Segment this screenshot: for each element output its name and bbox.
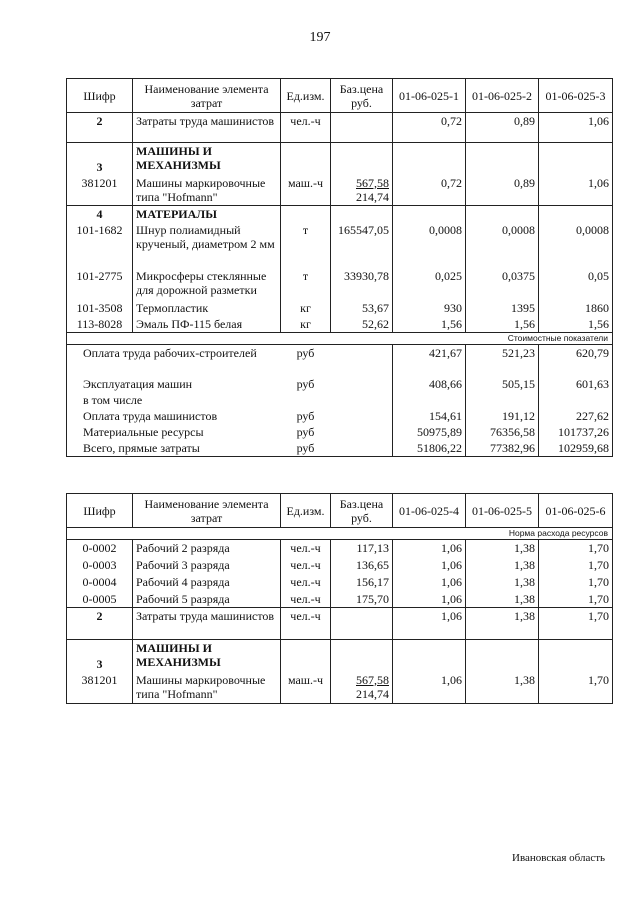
row-name: Рабочий 2 разряда [133, 540, 281, 557]
row-price: 53,67 [331, 300, 393, 316]
row-name: Машины маркировочные типа "Hofmann" [133, 672, 281, 704]
row-value: 1,70 [539, 540, 613, 557]
summary-unit: руб [281, 440, 331, 457]
empty-cell [331, 376, 393, 392]
table-header-row [67, 494, 613, 528]
empty-cell [331, 640, 393, 672]
row-value: 1,56 [466, 316, 539, 333]
cost-hint-row [67, 332, 613, 344]
cost-hint: Стоимостные показатели [67, 332, 613, 344]
row-price [331, 175, 393, 206]
summary-unit: руб [296, 409, 315, 423]
empty-cell [539, 640, 613, 672]
row-code: 0-0005 [67, 591, 133, 608]
row-unit: т [281, 222, 331, 268]
summary-value: 227,62 [539, 408, 613, 424]
summary-value: 77382,96 [466, 440, 539, 457]
empty-cell [539, 205, 613, 222]
header-col-1: 01-06-025-1 [393, 79, 466, 113]
resource-table-2 [66, 493, 613, 704]
summary-value: 421,67 [393, 344, 466, 376]
summary-value: 51806,22 [393, 440, 466, 457]
summary-unit: руб [296, 345, 315, 360]
header-col-6: 01-06-025-6 [539, 494, 613, 528]
row-value: 1,06 [539, 113, 613, 143]
table-row [67, 316, 613, 333]
row-value: 1,70 [539, 574, 613, 591]
row-code: 101-3508 [67, 300, 133, 316]
row-unit: чел.-ч [281, 574, 331, 591]
row-price: 52,62 [331, 316, 393, 333]
header-price: Баз.цена руб. [331, 79, 393, 113]
row-price [331, 672, 393, 704]
table-row [67, 591, 613, 608]
empty-cell [393, 143, 466, 175]
row-value: 1,38 [466, 540, 539, 557]
row-value: 0,0375 [466, 268, 539, 300]
row-name: Термопластик [133, 300, 281, 316]
row-name: Рабочий 3 разряда [133, 557, 281, 574]
row-value: 1,70 [539, 557, 613, 574]
row-value: 0,0008 [466, 222, 539, 268]
section-title: МАТЕРИАЛЫ [133, 205, 281, 222]
row-code: 101-2775 [67, 268, 133, 300]
table-row [67, 557, 613, 574]
row-value: 1,70 [539, 591, 613, 608]
row-value: 1,06 [539, 175, 613, 206]
empty-cell [281, 143, 331, 175]
row-value: 0,89 [466, 113, 539, 143]
row-unit: чел.-ч [281, 608, 331, 640]
row-code: 2 [67, 113, 133, 143]
norm-hint: Норма расхода ресурсов [67, 528, 613, 540]
table-row [67, 540, 613, 557]
summary-row [67, 392, 613, 408]
row-unit: кг [281, 316, 331, 333]
row-unit: кг [281, 300, 331, 316]
row-value: 0,89 [466, 175, 539, 206]
row-price: 175,70 [331, 591, 393, 608]
row-code: 0-0003 [67, 557, 133, 574]
section-title: МАШИНЫ И МЕХАНИЗМЫ [133, 640, 281, 672]
header-unit: Ед.изм. [281, 494, 331, 528]
row-value: 1860 [539, 300, 613, 316]
empty-cell [393, 640, 466, 672]
summary-label: Всего, прямые затраты [67, 440, 281, 457]
empty-cell [466, 205, 539, 222]
section-header-row [67, 143, 613, 175]
row-value: 1,70 [539, 672, 613, 704]
table-row [67, 300, 613, 316]
row-value: 1,56 [393, 316, 466, 333]
row-name: Машины маркировочные типа "Hofmann" [133, 175, 281, 206]
section-title: МАШИНЫ И МЕХАНИЗМЫ [133, 143, 281, 175]
table-row [67, 113, 613, 143]
empty-cell [466, 392, 539, 408]
row-value: 1,70 [539, 608, 613, 640]
row-price: 156,17 [331, 574, 393, 591]
row-value: 0,025 [393, 268, 466, 300]
empty-cell [281, 205, 331, 222]
row-price: 117,13 [331, 540, 393, 557]
empty-cell [393, 392, 466, 408]
row-price: 33930,78 [331, 268, 393, 300]
row-unit: маш.-ч [281, 175, 331, 206]
table-header-row [67, 79, 613, 113]
price-base: 567,58 [356, 672, 389, 687]
summary-unit: руб [296, 425, 315, 439]
empty-cell [393, 205, 466, 222]
row-value: 1,06 [393, 672, 466, 704]
row-value: 1,06 [393, 591, 466, 608]
row-unit: чел.-ч [281, 591, 331, 608]
page-number: 197 [309, 30, 331, 45]
summary-value: 76356,58 [466, 424, 539, 440]
row-name: Эмаль ПФ-115 белая [133, 316, 281, 333]
price-labor: 214,74 [356, 189, 389, 204]
row-unit: чел.-ч [281, 540, 331, 557]
empty-cell [466, 143, 539, 175]
summary-row [67, 440, 613, 457]
row-price: 165547,05 [331, 222, 393, 268]
empty-cell [331, 344, 393, 376]
row-code: 0-0004 [67, 574, 133, 591]
row-value: 1,38 [466, 608, 539, 640]
empty-cell [331, 143, 393, 175]
empty-cell [331, 408, 393, 424]
row-value: 930 [393, 300, 466, 316]
section-code: 3 [67, 640, 133, 672]
price-base: 567,58 [356, 175, 389, 190]
summary-value: 154,61 [393, 408, 466, 424]
row-name: Рабочий 4 разряда [133, 574, 281, 591]
row-code: 381201 [67, 175, 133, 206]
row-code: 381201 [67, 672, 133, 704]
row-code: 113-8028 [67, 316, 133, 333]
header-name: Наименование элемента затрат [133, 494, 281, 528]
row-value: 1,06 [393, 557, 466, 574]
summary-value: 505,15 [466, 376, 539, 392]
row-value: 0,05 [539, 268, 613, 300]
row-value: 1,06 [393, 540, 466, 557]
footer-region: Ивановская область [512, 852, 606, 864]
row-value: 1,38 [466, 672, 539, 704]
row-name: Затраты труда машинистов [133, 608, 281, 640]
row-code: 0-0002 [67, 540, 133, 557]
header-price: Баз.цена руб. [331, 494, 393, 528]
header-col-4: 01-06-025-4 [393, 494, 466, 528]
summary-row [67, 424, 613, 440]
row-name: Шнур полиамидный крученый, диаметром 2 мм [133, 222, 281, 268]
header-code: Шифр [67, 79, 133, 113]
empty-cell [539, 143, 613, 175]
empty-cell [331, 440, 393, 457]
summary-value: 102959,68 [539, 440, 613, 457]
section-code: 3 [67, 143, 133, 175]
row-unit: чел.-ч [281, 113, 331, 143]
row-unit: т [281, 268, 331, 300]
section-header-row [67, 640, 613, 672]
empty-cell [466, 640, 539, 672]
summary-value: 408,66 [393, 376, 466, 392]
row-value: 1,06 [393, 574, 466, 591]
table-row [67, 222, 613, 268]
summary-row [67, 376, 613, 392]
section-code: 4 [67, 205, 133, 222]
table-row [67, 175, 613, 206]
row-value: 0,0008 [393, 222, 466, 268]
summary-value: 521,23 [466, 344, 539, 376]
header-name: Наименование элемента затрат [133, 79, 281, 113]
empty-cell [539, 392, 613, 408]
header-col-2: 01-06-025-2 [466, 79, 539, 113]
summary-label: в том числе [67, 392, 281, 408]
row-name: Затраты труда машинистов [133, 113, 281, 143]
row-value: 0,72 [393, 113, 466, 143]
table-row [67, 268, 613, 300]
row-unit: маш.-ч [281, 672, 331, 704]
header-code: Шифр [67, 494, 133, 528]
empty-cell [281, 640, 331, 672]
row-value: 1,38 [466, 591, 539, 608]
empty-cell [281, 392, 331, 408]
row-price: 136,65 [331, 557, 393, 574]
price-labor: 214,74 [356, 686, 389, 701]
row-name: Рабочий 5 разряда [133, 591, 281, 608]
summary-value: 191,12 [466, 408, 539, 424]
row-value: 1395 [466, 300, 539, 316]
header-col-3: 01-06-025-3 [539, 79, 613, 113]
summary-row [67, 344, 613, 376]
row-code: 2 [67, 608, 133, 640]
row-value: 1,38 [466, 557, 539, 574]
row-value: 1,38 [466, 574, 539, 591]
table-row [67, 608, 613, 640]
row-value: 1,06 [393, 608, 466, 640]
row-unit: чел.-ч [281, 557, 331, 574]
summary-label: Оплата труда машинистов [67, 408, 281, 424]
empty-cell [331, 392, 393, 408]
summary-label: Оплата труда рабочих-строителей [67, 344, 281, 376]
table-row [67, 672, 613, 704]
table-row [67, 574, 613, 591]
summary-unit: руб [296, 377, 315, 391]
empty-cell [331, 424, 393, 440]
norm-hint-row [67, 528, 613, 540]
summary-row [67, 408, 613, 424]
section-header-row [67, 205, 613, 222]
header-col-5: 01-06-025-5 [466, 494, 539, 528]
empty-cell [331, 205, 393, 222]
summary-value: 50975,89 [393, 424, 466, 440]
row-name: Микросферы стеклянные для дорожной разметки [133, 268, 281, 300]
row-price [331, 113, 393, 143]
summary-label: Материальные ресурсы [67, 424, 281, 440]
row-value: 0,0008 [539, 222, 613, 268]
resource-table-1 [66, 78, 613, 457]
empty-cell [331, 608, 393, 640]
row-value: 0,72 [393, 175, 466, 206]
summary-value: 101737,26 [539, 424, 613, 440]
summary-value: 601,63 [539, 376, 613, 392]
row-code: 101-1682 [67, 222, 133, 268]
summary-value: 620,79 [539, 344, 613, 376]
summary-label: Эксплуатация машин [67, 376, 281, 392]
header-unit: Ед.изм. [281, 79, 331, 113]
row-value: 1,56 [539, 316, 613, 333]
